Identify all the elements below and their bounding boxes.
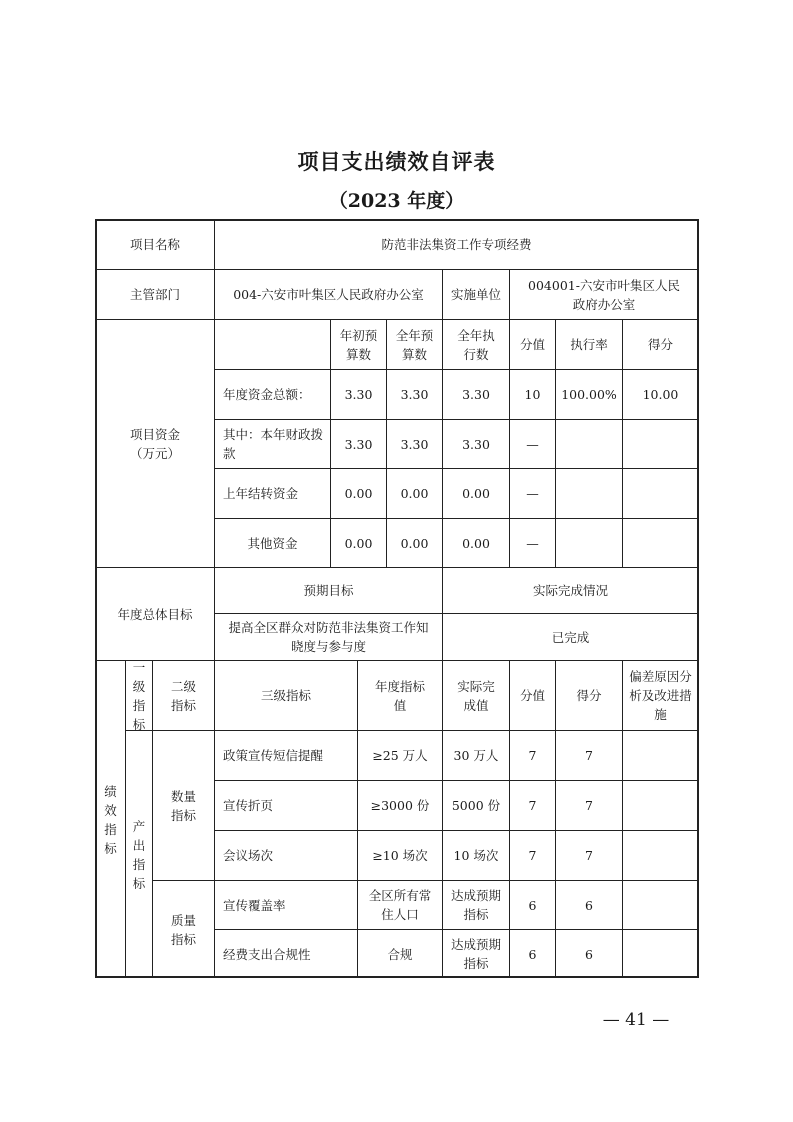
level1-output: 产 出 指 标 bbox=[125, 730, 152, 978]
fund-row-executed: 0.00 bbox=[442, 468, 509, 518]
header-executed: 全年执行数 bbox=[442, 319, 509, 369]
fund-row-score bbox=[622, 419, 698, 468]
header-initial-budget: 年初预算数 bbox=[330, 319, 386, 369]
header-score: 得分 bbox=[622, 319, 698, 369]
indicator-actual: 达成预期指标 bbox=[442, 880, 509, 929]
group-quality: 质量指标 bbox=[152, 880, 214, 978]
fund-row-score: 10.00 bbox=[622, 369, 698, 419]
indicator-weight: 7 bbox=[509, 730, 555, 780]
indicator-reason bbox=[622, 830, 698, 880]
department-label: 主管部门 bbox=[95, 269, 214, 319]
page-subtitle: （2023 年度） bbox=[328, 190, 465, 212]
project-name-value: 防范非法集资工作专项经费 bbox=[214, 219, 698, 269]
indicator-weight: 6 bbox=[509, 929, 555, 978]
fund-row-label: 其他资金 bbox=[214, 518, 330, 567]
indicator-actual: 5000 份 bbox=[442, 780, 509, 830]
funds-label: 项目资金（万元） bbox=[95, 319, 214, 567]
fund-row-initial: 3.30 bbox=[330, 369, 386, 419]
project-name-label: 项目名称 bbox=[95, 219, 214, 269]
fund-row-executed: 3.30 bbox=[442, 419, 509, 468]
header-annual-budget: 全年预算数 bbox=[386, 319, 442, 369]
fund-row-rate: 100.00% bbox=[555, 369, 622, 419]
indicator-weight: 6 bbox=[509, 880, 555, 929]
fund-row-annual: 0.00 bbox=[386, 468, 442, 518]
indicator-target: 全区所有常住人口 bbox=[357, 880, 442, 929]
fund-row-initial: 3.30 bbox=[330, 419, 386, 468]
indicator-name: 宣传折页 bbox=[214, 780, 357, 830]
header-level3: 三级指标 bbox=[214, 660, 357, 730]
fund-row-rate bbox=[555, 518, 622, 567]
indicator-weight: 7 bbox=[509, 830, 555, 880]
indicator-actual: 达成预期指标 bbox=[442, 929, 509, 978]
page-title: 项目支出绩效自评表 bbox=[297, 150, 496, 174]
header-level2: 二级指标 bbox=[152, 660, 214, 730]
header-perf-score: 得分 bbox=[555, 660, 622, 730]
fund-row-rate bbox=[555, 468, 622, 518]
fund-row-annual: 3.30 bbox=[386, 369, 442, 419]
indicator-reason bbox=[622, 780, 698, 830]
indicator-name: 宣传覆盖率 bbox=[214, 880, 357, 929]
indicator-score: 6 bbox=[555, 929, 622, 978]
goal-actual: 已完成 bbox=[442, 613, 698, 660]
fund-row-weight: — bbox=[509, 419, 555, 468]
fund-row-label: 年度资金总额： bbox=[214, 369, 330, 419]
fund-row-weight: — bbox=[509, 518, 555, 567]
indicator-score: 7 bbox=[555, 780, 622, 830]
header-level1: 一 级 指 标 bbox=[125, 660, 152, 730]
fund-row-weight: 10 bbox=[509, 369, 555, 419]
department-value: 004-六安市叶集区人民政府办公室 bbox=[214, 269, 442, 319]
implementer-label: 实施单位 bbox=[442, 269, 509, 319]
header-weight: 分值 bbox=[509, 319, 555, 369]
goal-expected: 提高全区群众对防范非法集资工作知晓度与参与度 bbox=[214, 613, 442, 660]
indicator-name: 经费支出合规性 bbox=[214, 929, 357, 978]
fund-row-initial: 0.00 bbox=[330, 518, 386, 567]
indicator-target: ≥3000 份 bbox=[357, 780, 442, 830]
indicator-target: 合规 bbox=[357, 929, 442, 978]
implementer-value: 004001-六安市叶集区人民政府办公室 bbox=[509, 269, 698, 319]
indicator-weight: 7 bbox=[509, 780, 555, 830]
funds-header-blank bbox=[214, 319, 330, 369]
header-actual: 实际完成值 bbox=[442, 660, 509, 730]
header-reason: 偏差原因分析及改进措施 bbox=[622, 660, 698, 730]
indicator-score: 7 bbox=[555, 730, 622, 780]
perf-label: 绩 效 指 标 bbox=[95, 660, 125, 978]
group-quantity: 数量指标 bbox=[152, 730, 214, 880]
goal-label: 年度总体目标 bbox=[95, 567, 214, 660]
fund-row-rate bbox=[555, 419, 622, 468]
indicator-name: 政策宣传短信提醒 bbox=[214, 730, 357, 780]
indicator-actual: 30 万人 bbox=[442, 730, 509, 780]
fund-row-score bbox=[622, 468, 698, 518]
goal-actual-header: 实际完成情况 bbox=[442, 567, 698, 613]
indicator-target: ≥25 万人 bbox=[357, 730, 442, 780]
header-perf-weight: 分值 bbox=[509, 660, 555, 730]
fund-row-annual: 0.00 bbox=[386, 518, 442, 567]
indicator-reason bbox=[622, 730, 698, 780]
indicator-score: 7 bbox=[555, 830, 622, 880]
header-rate: 执行率 bbox=[555, 319, 622, 369]
fund-row-label: 上年结转资金 bbox=[214, 468, 330, 518]
fund-row-annual: 3.30 bbox=[386, 419, 442, 468]
indicator-reason bbox=[622, 880, 698, 929]
fund-row-initial: 0.00 bbox=[330, 468, 386, 518]
fund-row-label: 其中：本年财政拨款 bbox=[214, 419, 330, 468]
header-target: 年度指标值 bbox=[357, 660, 442, 730]
fund-row-executed: 3.30 bbox=[442, 369, 509, 419]
indicator-target: ≥10 场次 bbox=[357, 830, 442, 880]
fund-row-score bbox=[622, 518, 698, 567]
indicator-reason bbox=[622, 929, 698, 978]
fund-row-executed: 0.00 bbox=[442, 518, 509, 567]
indicator-actual: 10 场次 bbox=[442, 830, 509, 880]
goal-expected-header: 预期目标 bbox=[214, 567, 442, 613]
page-number: — 41 — bbox=[602, 1010, 670, 1030]
fund-row-weight: — bbox=[509, 468, 555, 518]
indicator-name: 会议场次 bbox=[214, 830, 357, 880]
indicator-score: 6 bbox=[555, 880, 622, 929]
